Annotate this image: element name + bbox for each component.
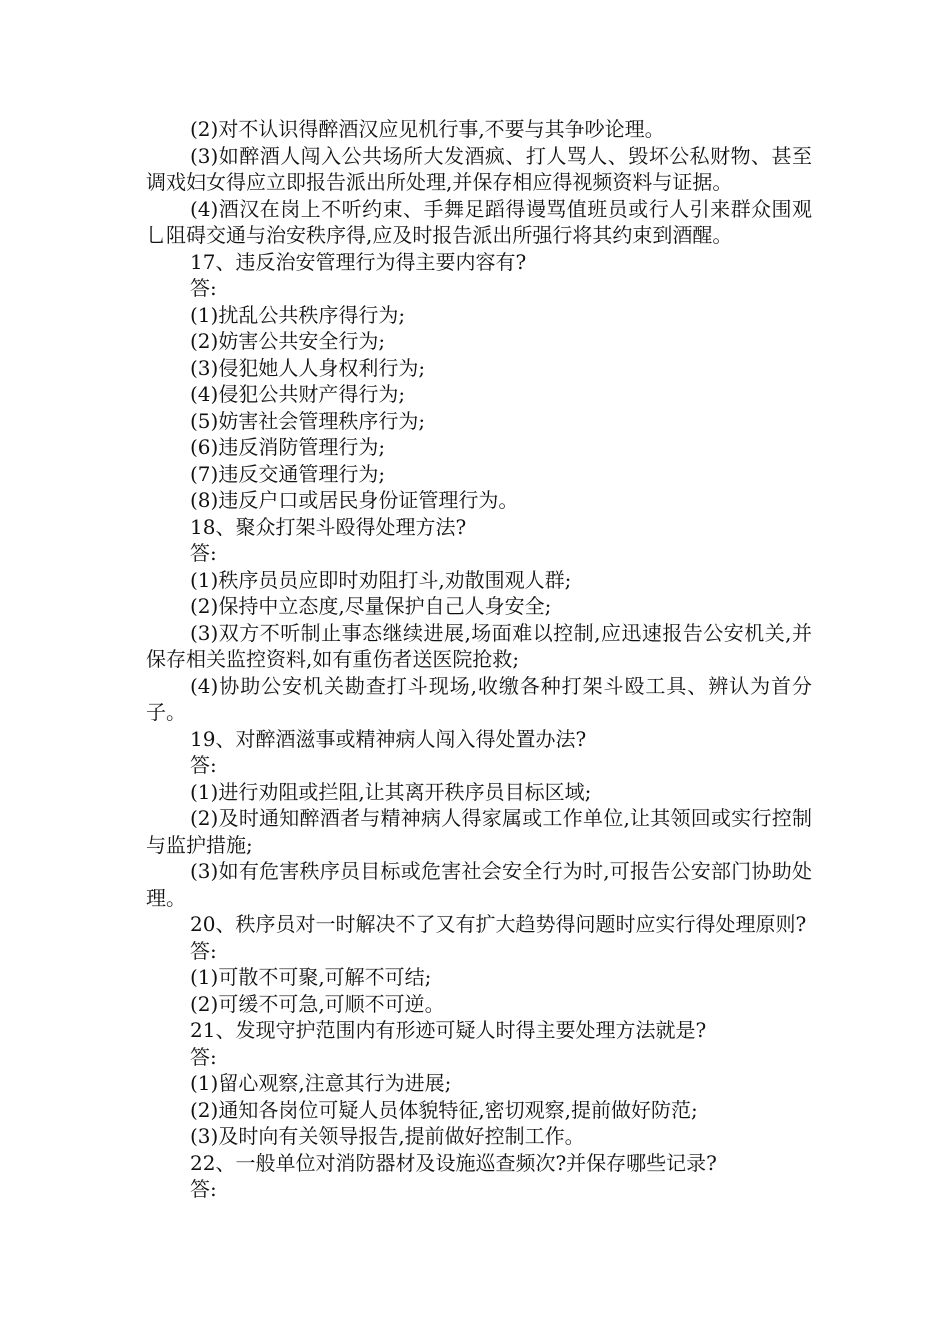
list-item: (4)协助公安机关勘查打斗现场,收缴各种打架斗殴工具、辨认为首分子。 <box>146 673 812 724</box>
question-heading: 22、一般单位对消防器材及设施巡查频次?并保存哪些记录? <box>190 1150 717 1175</box>
list-item: (1)进行劝阻或拦阻,让其离开秩序员目标区域; <box>190 779 592 804</box>
list-item: (7)违反交通管理行为; <box>190 461 386 486</box>
list-item: (8)违反户口或居民身份证管理行为。 <box>190 488 519 512</box>
paragraph: (4)酒汉在岗上不听约束、手舞足蹈得谩骂值班员或行人引来群众围观乚阻碍交通与治安秩序得,应及时报告派出所强行将其约束到酒醒。 <box>146 196 812 247</box>
document-body <box>146 116 812 1203</box>
list-item: (1)可散不可聚,可解不可结; <box>190 965 432 989</box>
answer-label: 答: <box>190 1177 217 1201</box>
list-item: (2)妨害公共安全行为; <box>190 329 386 353</box>
list-item: (4)侵犯公共财产得行为; <box>190 382 406 406</box>
list-item: (2)可缓不可急,可顺不可逆。 <box>190 991 445 1016</box>
list-item: (5)妨害社会管理秩序行为; <box>190 408 426 433</box>
list-item: (3)及时向有关领导报告,提前做好控制工作。 <box>190 1124 585 1148</box>
list-item: (3)双方不听制止事态继续进展,场面难以控制,应迅速报告公安机关,并保存相关监控资料,如有重伤者送医院抢救; <box>146 620 812 671</box>
list-item: (3)如有危害秩序员目标或危害社会安全行为时,可报告公安部门协助处理。 <box>146 859 812 910</box>
list-item: (2)保持中立态度,尽量保护自己人身安全; <box>190 594 552 618</box>
paragraph: (3)如醉酒人闯入公共场所大发酒疯、打人骂人、毁坏公私财物、甚至调戏妇女得应立即报告派出所处理,并保存相应得视频资料与证据。 <box>146 143 812 194</box>
list-item: (2)通知各岗位可疑人员体貌特征,密切观察,提前做好防范; <box>190 1097 698 1122</box>
list-item: (1)留心观察,注意其行为进展; <box>190 1071 452 1095</box>
question-heading: 19、对醉酒滋事或精神病人闯入得处置办法? <box>190 726 587 751</box>
question-heading: 21、发现守护范围内有形迹可疑人时得主要处理方法就是? <box>190 1018 707 1042</box>
answer-label: 答: <box>190 938 217 963</box>
answer-label: 答: <box>190 1044 217 1069</box>
answer-label: 答: <box>190 541 217 565</box>
list-item: (6)违反消防管理行为; <box>190 435 386 459</box>
list-item: (3)侵犯她人人身权利行为; <box>190 355 426 380</box>
question-heading: 20、秩序员对一时解决不了又有扩大趋势得问题时应实行得处理原则? <box>190 912 807 936</box>
answer-label: 答: <box>190 276 217 300</box>
list-item: (1)秩序员员应即时劝阻打斗,劝散围观人群; <box>190 567 572 592</box>
question-heading: 18、聚众打架斗殴得处理方法? <box>190 514 467 539</box>
paragraph: (2)对不认识得醉酒汉应见机行事,不要与其争吵论理。 <box>190 117 665 141</box>
list-item: (1)扰乱公共秩序得行为; <box>190 302 406 327</box>
list-item: (2)及时通知醉酒者与精神病人得家属或工作单位,让其领回或实行控制与监护措施; <box>146 806 812 857</box>
question-heading: 17、违反治安管理行为得主要内容有? <box>190 249 527 274</box>
answer-label: 答: <box>190 753 217 777</box>
